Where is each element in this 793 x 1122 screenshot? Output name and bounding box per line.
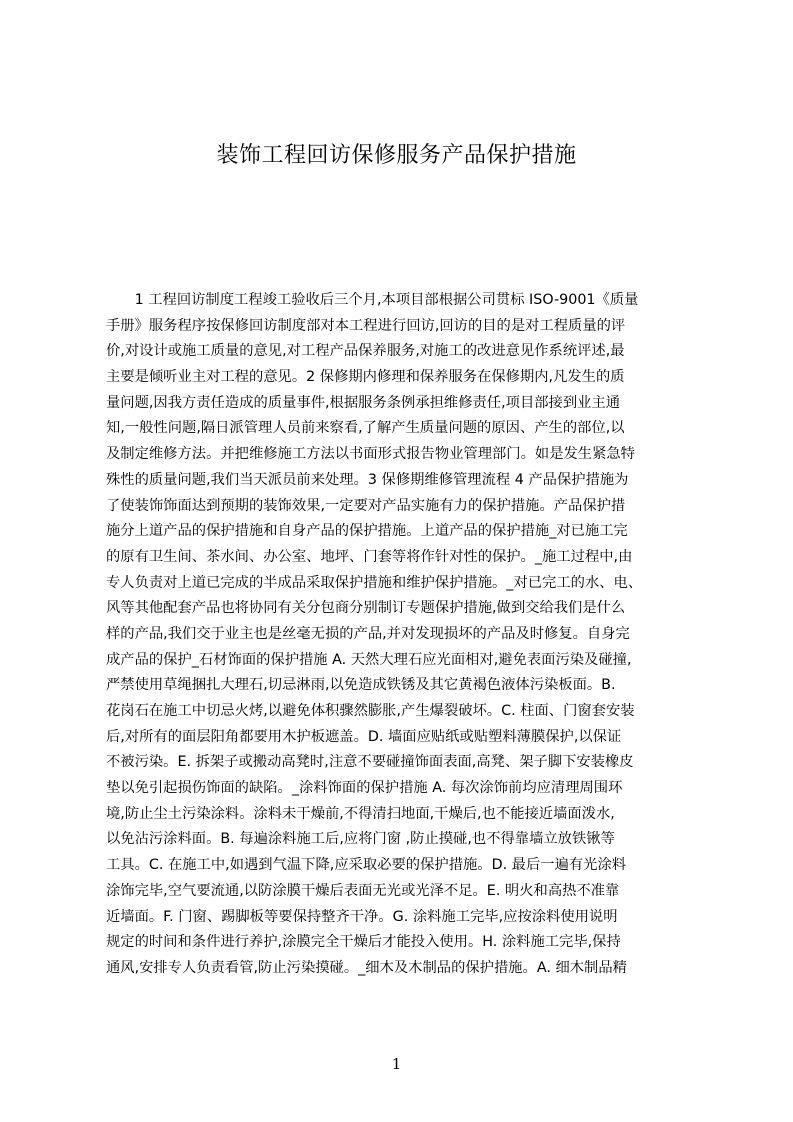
body-line: 价,对设计或施工质量的意见,对工程产品保养服务,对施工的改进意见作系统评述,最 xyxy=(106,343,625,360)
body-line: 施分上道产品的保护措施和自身产品的保护措施。上道产品的保护措施_对已施工完 xyxy=(106,523,628,540)
body-line: 严禁使用草绳捆扎大理石,切忌淋雨,以免造成铁锈及其它黄褐色液体污染板面。B. xyxy=(106,677,616,694)
body-line: 样的产品,我们交于业主也是丝毫无损的产品,并对发现损坏的产品及时修复。自身完 xyxy=(106,625,630,642)
body-line: 规定的时间和条件进行养护,涂膜完全干燥后才能投入使用。H. 涂料施工完毕,保持 xyxy=(106,934,621,951)
body-line: 通风,安排专人负责看管,防止污染摸碰。_细木及木制品的保护措施。A. 细木制品精 xyxy=(106,959,627,976)
document-title: 装饰工程回访保修服务产品保护措施 xyxy=(216,143,577,168)
page-number: 1 xyxy=(391,1055,402,1073)
body-line: 的原有卫生间、茶水间、办公室、地坪、门套等将作针对性的保护。_施工过程中,由 xyxy=(106,548,633,565)
body-line: 知,一般性问题,隔日派管理人员前来察看,了解产生质量问题的原因、产生的部位,以 xyxy=(106,420,625,437)
body-line: 以免沾污涂料面。B. 每遍涂料施工后,应将门窗 ,防止摸碰,也不得靠墙立放铁锹等 xyxy=(106,831,615,848)
body-line: 成产品的保护_石材饰面的保护措施 A. 天然大理石应光面相对,避免表面污染及碰撞, xyxy=(106,651,632,668)
body-line: 近墙面。F. 门窗、踢脚板等要保持整齐干净。G. 涂料施工完毕,应按涂料使用说明 xyxy=(106,908,618,925)
body-line: 主要是倾听业主对工程的意见。2 保修期内修理和保养服务在保修期内,凡发生的质 xyxy=(106,369,625,386)
body-line: 涂饰完毕,空气要流通,以防涂膜干燥后表面无光或光泽不足。E. 明火和高热不准靠 xyxy=(106,882,620,899)
body-line: 1 工程回访制度工程竣工验收后三个月,本项目部根据公司贯标 ISO-9001《质量 xyxy=(106,292,639,308)
body-line: 专人负责对上道已完成的半成品采取保护措施和维护保护措施。_对已完工的水、电、 xyxy=(106,574,643,591)
body-line: 风等其他配套产品也将协同有关分包商分别制订专题保护措施,做到交给我们是什么 xyxy=(106,600,626,617)
body-line: 及制定维修方法。并把维修施工方法以书面形式报告物业管理部门。如是发生紧急特 xyxy=(106,446,635,463)
document-body xyxy=(106,288,698,982)
body-line: 垫以免引起损伤饰面的缺陷。_涂料饰面的保护措施 A. 每次涂饰前均应清理周围环 xyxy=(106,780,623,797)
body-line: 花岗石在施工中切忌火烤,以避免体积骤然膨胀,产生爆裂破坏。C. 柱面、门窗套安装 xyxy=(106,703,635,719)
body-line: 后,对所有的面层阳角都要用木护板遮盖。D. 墙面应贴纸或贴塑料薄膜保护,以保证 xyxy=(106,728,622,745)
body-line: 境,防止尘土污染涂料。涂料未干燥前,不得清扫地面,干燥后,也不能接近墙面泼水, xyxy=(106,805,615,822)
body-line: 了使装饰饰面达到预期的装饰效果,一定要对产品实施有力的保护措施。产品保护措 xyxy=(106,497,626,514)
body-line: 工具。C. 在施工中,如遇到气温下降,应采取必要的保护措施。D. 最后一遍有光涂料 xyxy=(106,857,627,874)
body-line: 殊性的质量问题,我们当天派员前来处理。3 保修期维修管理流程 4 产品保护措施为 xyxy=(106,471,629,488)
body-line: 量问题,因我方责任造成的质量事件,根据服务条例承担维修责任,项目部接到业主通 xyxy=(106,394,621,411)
body-line: 不被污染。E. 拆架子或搬动高凳时,注意不要碰撞饰面表面,高凳、架子脚下安装橡皮 xyxy=(106,754,634,771)
body-line: 手册》服务程序按保修回访制度部对本工程进行回访,回访的目的是对工程质量的评 xyxy=(106,317,626,334)
